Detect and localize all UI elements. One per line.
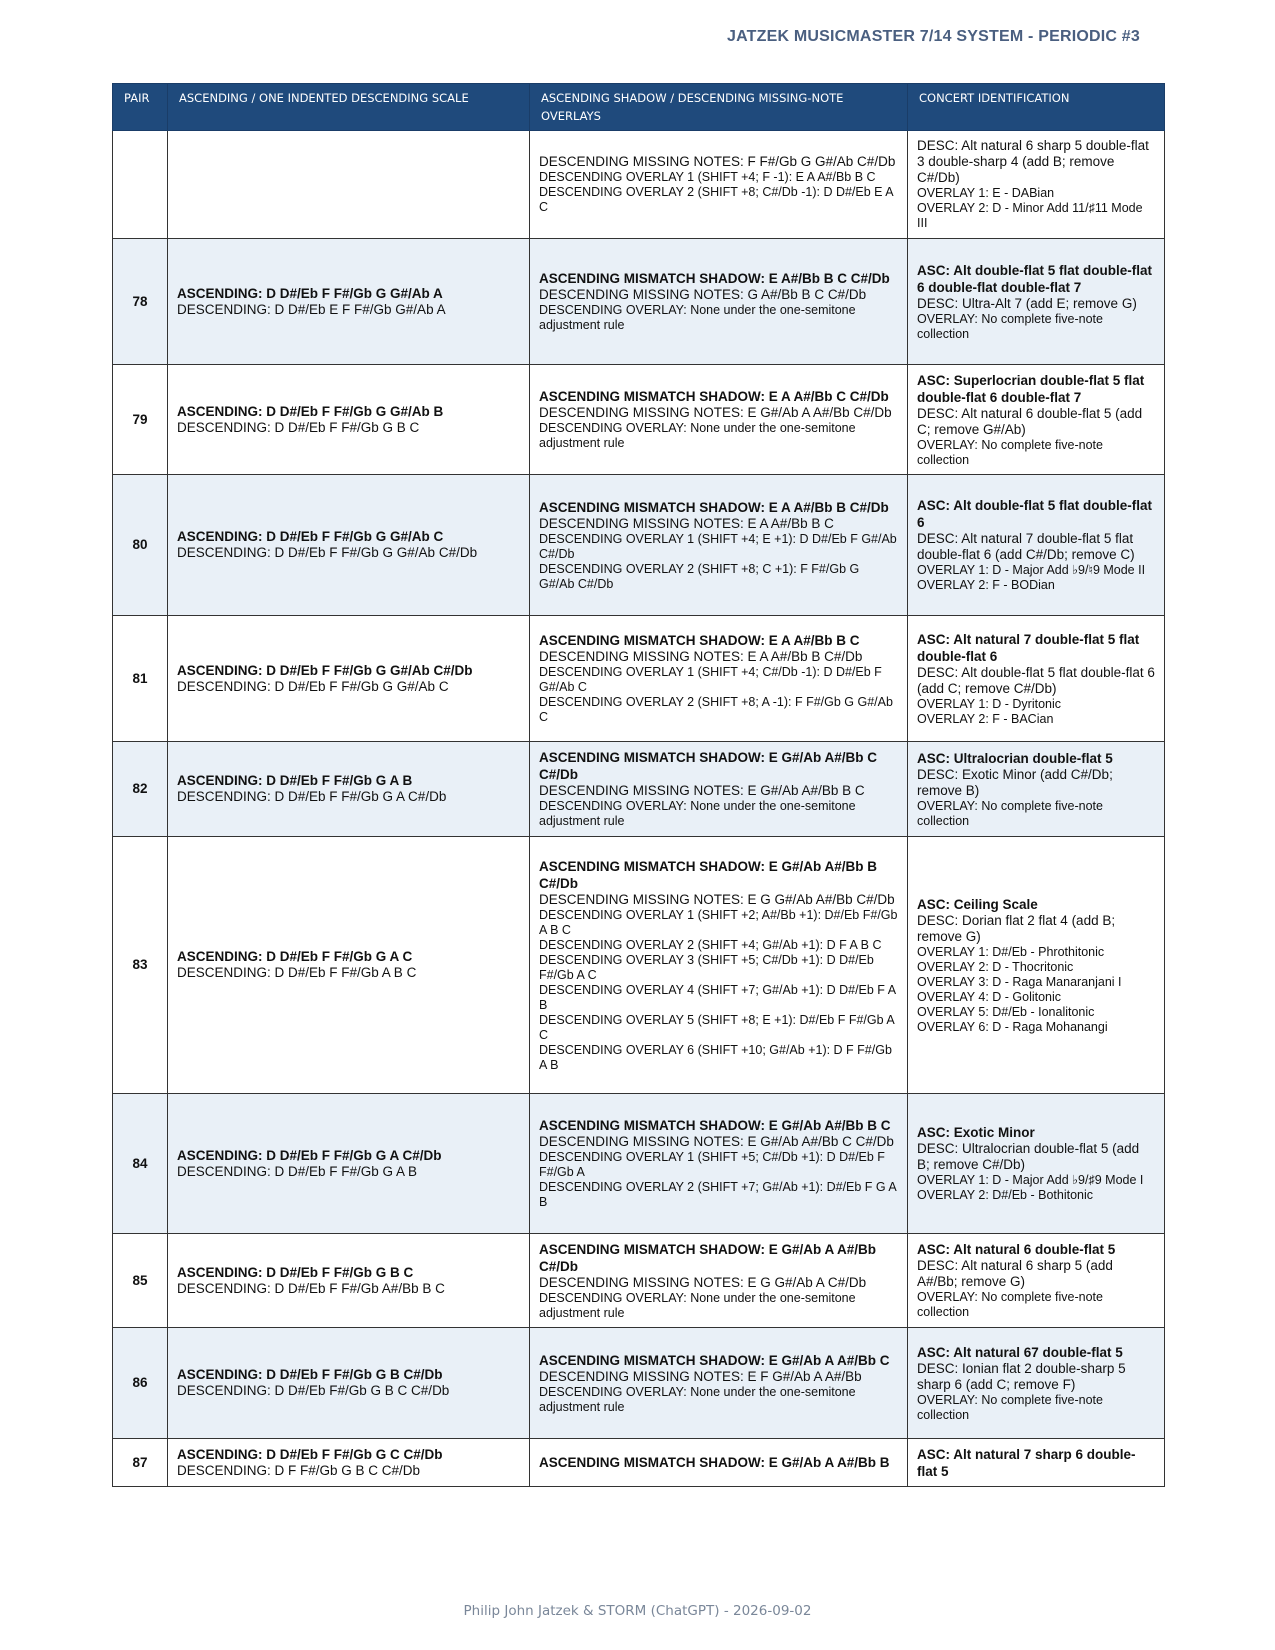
ascending-identification: ASC: Alt natural 67 double-flat 5	[917, 1344, 1123, 1360]
concert-identification-cell	[908, 1094, 1165, 1234]
overlay-line: DESCENDING OVERLAY 2 (SHIFT +7; G#/Ab +1): D#/Eb F G A B	[539, 1180, 897, 1209]
concert-identification-cell	[908, 239, 1165, 365]
descending-scale: DESCENDING: D D#/Eb F F#/Gb G A C#/Db	[177, 789, 447, 804]
mismatch-shadow-line: ASCENDING MISMATCH SHADOW: E G#/Ab A A#/Bb C#/Db	[539, 1241, 877, 1274]
identification-line: DESC: Alt double-flat 5 flat double-flat 6 (add C; remove C#/Db)	[917, 664, 1155, 696]
identification-line: OVERLAY 5: D#/Eb - Ionalitonic	[917, 1004, 1095, 1019]
identification-line: DESC: Ionian flat 2 double-sharp 5 sharp 6 (add C; remove F)	[917, 1360, 1126, 1392]
identification-line: OVERLAY 1: D - Dyritonic	[917, 696, 1062, 711]
overlay-line: DESCENDING MISSING NOTES: E G#/Ab A#/Bb C C#/Db	[539, 1134, 894, 1149]
overlay-line: DESCENDING OVERLAY 1 (SHIFT +4; C#/Db -1): D D#/Eb F G#/Ab C	[539, 665, 882, 694]
identification-line: OVERLAY 1: D - Major Add ♭9/♯9 Mode I	[917, 1173, 1144, 1187]
overlay-line: DESCENDING MISSING NOTES: E G#/Ab A A#/Bb C#/Db	[539, 405, 892, 420]
concert-identification-cell	[908, 1328, 1165, 1439]
identification-line: OVERLAY: No complete five-note collection	[917, 1290, 1103, 1319]
overlay-line: DESCENDING OVERLAY 1 (SHIFT +2; A#/Bb +1): D#/Eb F#/Gb A B C	[539, 907, 898, 937]
table-row	[113, 616, 1165, 742]
ascending-scale: ASCENDING: D D#/Eb F F#/Gb G G#/Ab C#/Db	[177, 662, 473, 678]
pair-number: 87	[113, 1439, 168, 1487]
table-row	[113, 837, 1165, 1094]
overlay-line: DESCENDING MISSING NOTES: E A A#/Bb B C	[539, 515, 834, 531]
column-header-concert: CONCERT IDENTIFICATION	[908, 84, 1165, 131]
ascending-scale: ASCENDING: D D#/Eb F F#/Gb G G#/Ab C	[177, 529, 444, 544]
identification-line: OVERLAY 2: F - BACian	[917, 711, 1054, 726]
descending-scale: DESCENDING: D D#/Eb E F F#/Gb G#/Ab A	[177, 301, 446, 317]
descending-scale: DESCENDING: D D#/Eb F F#/Gb A#/Bb B C	[177, 1280, 445, 1296]
identification-line: DESC: Ultra-Alt 7 (add E; remove G)	[917, 295, 1137, 311]
identification-line: DESC: Dorian flat 2 flat 4 (add B; remove G)	[917, 912, 1116, 944]
concert-identification-cell	[908, 1234, 1165, 1328]
scale-cell	[168, 365, 530, 475]
table-row	[113, 742, 1165, 837]
identification-line: OVERLAY 1: D#/Eb - Phrothitonic	[917, 944, 1105, 959]
scale-cell	[168, 1328, 530, 1439]
ascending-identification: ASC: Alt natural 7 double-flat 5 flat double-flat 6	[917, 631, 1140, 664]
scale-cell	[168, 475, 530, 616]
identification-line: OVERLAY: No complete five-note collection	[917, 311, 1103, 341]
overlay-line: DESCENDING OVERLAY 5 (SHIFT +8; E +1): D#/Eb F F#/Gb A C	[539, 1012, 894, 1042]
ascending-scale: ASCENDING: D D#/Eb F F#/Gb G A C	[177, 949, 413, 964]
identification-line: OVERLAY 3: D - Raga Manaranjani I	[917, 974, 1122, 989]
overlay-line: DESCENDING OVERLAY 2 (SHIFT +8; C#/Db -1): D D#/Eb E A C	[539, 185, 893, 214]
overlay-line: DESCENDING MISSING NOTES: E G G#/Ab A C#/Db	[539, 1274, 867, 1290]
ascending-scale: ASCENDING: D D#/Eb F F#/Gb G G#/Ab A	[177, 285, 443, 301]
pair-number: 84	[113, 1094, 168, 1234]
shadow-overlay-cell	[530, 475, 908, 616]
overlay-line: DESCENDING OVERLAY 3 (SHIFT +5; C#/Db +1): D D#/Eb F#/Gb A C	[539, 952, 874, 982]
overlay-line: DESCENDING MISSING NOTES: G A#/Bb B C C#/Db	[539, 287, 867, 302]
ascending-identification: ASC: Alt double-flat 5 flat double-flat 6	[917, 498, 1152, 530]
concert-identification-cell	[908, 475, 1165, 616]
table-row	[113, 1234, 1165, 1328]
ascending-identification: ASC: Alt double-flat 5 flat double-flat 6 double-flat double-flat 7	[917, 262, 1152, 295]
pair-number: 80	[113, 475, 168, 616]
scale-cell	[168, 131, 530, 239]
overlay-line: DESCENDING MISSING NOTES: E G#/Ab A#/Bb B C	[539, 783, 865, 798]
shadow-overlay-cell	[530, 837, 908, 1094]
shadow-overlay-cell	[530, 616, 908, 742]
identification-line: OVERLAY 4: D - Golitonic	[917, 989, 1062, 1004]
concert-identification-cell	[908, 616, 1165, 742]
ascending-scale: ASCENDING: D D#/Eb F F#/Gb G B C#/Db	[177, 1367, 443, 1382]
table-body	[113, 131, 1165, 1487]
table-row	[113, 365, 1165, 475]
mismatch-shadow-line: ASCENDING MISMATCH SHADOW: E G#/Ab A#/Bb B C	[539, 1118, 891, 1133]
identification-line: OVERLAY: No complete five-note collection	[917, 1392, 1103, 1422]
overlay-line: DESCENDING MISSING NOTES: E A A#/Bb B C#/Db	[539, 649, 863, 664]
overlay-line: DESCENDING OVERLAY: None under the one-semitone adjustment rule	[539, 303, 856, 332]
ascending-identification: ASC: Ultralocrian double-flat 5	[917, 750, 1113, 766]
concert-identification-cell	[908, 131, 1165, 239]
overlay-line: DESCENDING OVERLAY 4 (SHIFT +7; G#/Ab +1): D D#/Eb F A B	[539, 982, 896, 1012]
overlay-line: DESCENDING OVERLAY 6 (SHIFT +10; G#/Ab +1): D F F#/Gb A B	[539, 1042, 892, 1072]
overlay-line: DESCENDING MISSING NOTES: F F#/Gb G G#/Ab C#/Db	[539, 154, 896, 169]
identification-line: DESC: Exotic Minor (add C#/Db; remove B)	[917, 766, 1113, 798]
identification-line: OVERLAY: No complete five-note collection	[917, 437, 1103, 467]
pair-number: 79	[113, 365, 168, 475]
descending-scale: DESCENDING: D D#/Eb F F#/Gb G G#/Ab C#/Db	[177, 545, 478, 560]
identification-line: OVERLAY 2: D#/Eb - Bothitonic	[917, 1188, 1094, 1202]
mismatch-shadow-line: ASCENDING MISMATCH SHADOW: E A#/Bb B C C#/Db	[539, 271, 890, 286]
mismatch-shadow-line: ASCENDING MISMATCH SHADOW: E G#/Ab A#/Bb B C#/Db	[539, 858, 878, 891]
descending-scale: DESCENDING: D D#/Eb F F#/Gb G B C	[177, 419, 420, 435]
shadow-overlay-cell	[530, 239, 908, 365]
mismatch-shadow-line: ASCENDING MISMATCH SHADOW: E A A#/Bb C C#/Db	[539, 389, 889, 404]
ascending-scale: ASCENDING: D D#/Eb F F#/Gb G A B	[177, 773, 413, 788]
table-header-row	[113, 84, 1165, 131]
ascending-scale: ASCENDING: D D#/Eb F F#/Gb G B C	[177, 1264, 414, 1280]
scale-cell	[168, 837, 530, 1094]
shadow-overlay-cell	[530, 1094, 908, 1234]
overlay-line: DESCENDING OVERLAY 1 (SHIFT +4; E +1): D D#/Eb F G#/Ab C#/Db	[539, 531, 897, 561]
identification-line: OVERLAY 1: E - DABian	[917, 186, 1055, 200]
descending-scale: DESCENDING: D D#/Eb F F#/Gb G G#/Ab C	[177, 678, 449, 694]
column-header-shadow: ASCENDING SHADOW / DESCENDING MISSING-NOTE OVERLAYS	[530, 84, 908, 131]
overlay-line: DESCENDING MISSING NOTES: E F G#/Ab A A#/Bb	[539, 1368, 862, 1384]
descending-scale: DESCENDING: D D#/Eb F F#/Gb G A B	[177, 1163, 418, 1179]
column-header-scale: ASCENDING / ONE INDENTED DESCENDING SCALE	[168, 84, 530, 131]
pair-number: 78	[113, 239, 168, 365]
pair-number: 85	[113, 1234, 168, 1328]
mismatch-shadow-line: ASCENDING MISMATCH SHADOW: E A A#/Bb B C#/Db	[539, 499, 889, 515]
concert-identification-cell	[908, 365, 1165, 475]
identification-line: DESC: Alt natural 6 sharp 5 double-flat 3 double-sharp 4 (add B; remove C#/Db)	[917, 138, 1149, 185]
ascending-scale: ASCENDING: D D#/Eb F F#/Gb G C C#/Db	[177, 1446, 443, 1462]
mismatch-shadow-line: ASCENDING MISMATCH SHADOW: E A A#/Bb B C	[539, 633, 860, 648]
overlay-line: DESCENDING OVERLAY 2 (SHIFT +8; C +1): F F#/Gb G G#/Ab C#/Db	[539, 561, 860, 591]
descending-scale: DESCENDING: D D#/Eb F#/Gb G B C C#/Db	[177, 1383, 450, 1398]
identification-line: OVERLAY 6: D - Raga Mohanangi	[917, 1019, 1108, 1034]
concert-identification-cell	[908, 837, 1165, 1094]
table-row	[113, 475, 1165, 616]
ascending-identification: ASC: Alt natural 6 double-flat 5	[917, 1242, 1116, 1257]
table-row	[113, 131, 1165, 239]
scale-cell	[168, 1094, 530, 1234]
pair-number	[113, 131, 168, 239]
pair-number: 83	[113, 837, 168, 1094]
shadow-overlay-cell	[530, 1328, 908, 1439]
identification-line: OVERLAY 2: D - Minor Add 11/♯11 Mode III	[917, 201, 1143, 230]
mismatch-shadow-line: ASCENDING MISMATCH SHADOW: E G#/Ab A A#/Bb C	[539, 1352, 890, 1368]
scale-cell	[168, 1439, 530, 1487]
identification-line: OVERLAY 1: D - Major Add ♭9/♮9 Mode II	[917, 563, 1146, 577]
overlay-line: DESCENDING OVERLAY 1 (SHIFT +5; C#/Db +1): D D#/Eb F F#/Gb A	[539, 1150, 885, 1179]
descending-scale: DESCENDING: D F F#/Gb G B C C#/Db	[177, 1462, 421, 1478]
scale-cell	[168, 742, 530, 837]
identification-line: OVERLAY 2: D - Thocritonic	[917, 959, 1074, 974]
mismatch-shadow-line: ASCENDING MISMATCH SHADOW: E G#/Ab A#/Bb C C#/Db	[539, 750, 878, 782]
overlay-line: DESCENDING OVERLAY 2 (SHIFT +8; A -1): F F#/Gb G G#/Ab C	[539, 695, 893, 724]
identification-line: DESC: Alt natural 6 sharp 5 (add A#/Bb; remove G)	[917, 1258, 1113, 1289]
ascending-identification: ASC: Exotic Minor	[917, 1125, 1035, 1140]
table-row	[113, 239, 1165, 365]
overlay-line: DESCENDING OVERLAY: None under the one-semitone adjustment rule	[539, 1384, 856, 1414]
table-row	[113, 1328, 1165, 1439]
overlay-line: DESCENDING OVERLAY 2 (SHIFT +4; G#/Ab +1): D F A B C	[539, 937, 882, 952]
shadow-overlay-cell	[530, 131, 908, 239]
scale-cell	[168, 1234, 530, 1328]
ascending-scale: ASCENDING: D D#/Eb F F#/Gb G A C#/Db	[177, 1147, 442, 1163]
shadow-overlay-cell	[530, 1234, 908, 1328]
mismatch-shadow-line: ASCENDING MISMATCH SHADOW: E G#/Ab A A#/Bb B	[539, 1455, 890, 1470]
scale-cell	[168, 616, 530, 742]
table-row	[113, 1439, 1165, 1487]
overlay-line: DESCENDING OVERLAY 1 (SHIFT +4; F -1): E A A#/Bb B C	[539, 170, 876, 184]
scale-pairs-table	[112, 83, 1165, 1487]
identification-line: OVERLAY: No complete five-note collection	[917, 798, 1103, 828]
overlay-line: DESCENDING OVERLAY: None under the one-semitone adjustment rule	[539, 799, 856, 828]
shadow-overlay-cell	[530, 742, 908, 837]
ascending-scale: ASCENDING: D D#/Eb F F#/Gb G G#/Ab B	[177, 403, 444, 419]
shadow-overlay-cell	[530, 365, 908, 475]
pair-number: 86	[113, 1328, 168, 1439]
document-title: JATZEK MUSICMASTER 7/14 SYSTEM - PERIODIC #3	[726, 28, 1140, 45]
table-row	[113, 1094, 1165, 1234]
concert-identification-cell	[908, 1439, 1165, 1487]
pair-number: 82	[113, 742, 168, 837]
ascending-identification: ASC: Ceiling Scale	[917, 896, 1038, 912]
identification-line: DESC: Ultralocrian double-flat 5 (add B; remove C#/Db)	[917, 1141, 1140, 1172]
scale-cell	[168, 239, 530, 365]
shadow-overlay-cell	[530, 1439, 908, 1487]
pair-number: 81	[113, 616, 168, 742]
ascending-identification: ASC: Alt natural 7 sharp 6 double-flat 5	[917, 1446, 1136, 1479]
ascending-identification: ASC: Superlocrian double-flat 5 flat double-flat 6 double-flat 7	[917, 372, 1145, 405]
column-header-pair: PAIR	[113, 84, 168, 131]
overlay-line: DESCENDING OVERLAY: None under the one-semitone adjustment rule	[539, 1290, 856, 1320]
identification-line: OVERLAY 2: F - BODian	[917, 578, 1055, 592]
identification-line: DESC: Alt natural 6 double-flat 5 (add C; remove G#/Ab)	[917, 405, 1143, 437]
overlay-line: DESCENDING OVERLAY: None under the one-semitone adjustment rule	[539, 421, 856, 450]
concert-identification-cell	[908, 742, 1165, 837]
page-footer: Philip John Jatzek & STORM (ChatGPT) - 2026-09-02	[463, 1603, 812, 1619]
overlay-line: DESCENDING MISSING NOTES: E G G#/Ab A#/Bb C#/Db	[539, 891, 895, 907]
identification-line: DESC: Alt natural 7 double-flat 5 flat double-flat 6 (add C#/Db; remove C)	[917, 531, 1135, 562]
descending-scale: DESCENDING: D D#/Eb F F#/Gb A B C	[177, 965, 417, 980]
